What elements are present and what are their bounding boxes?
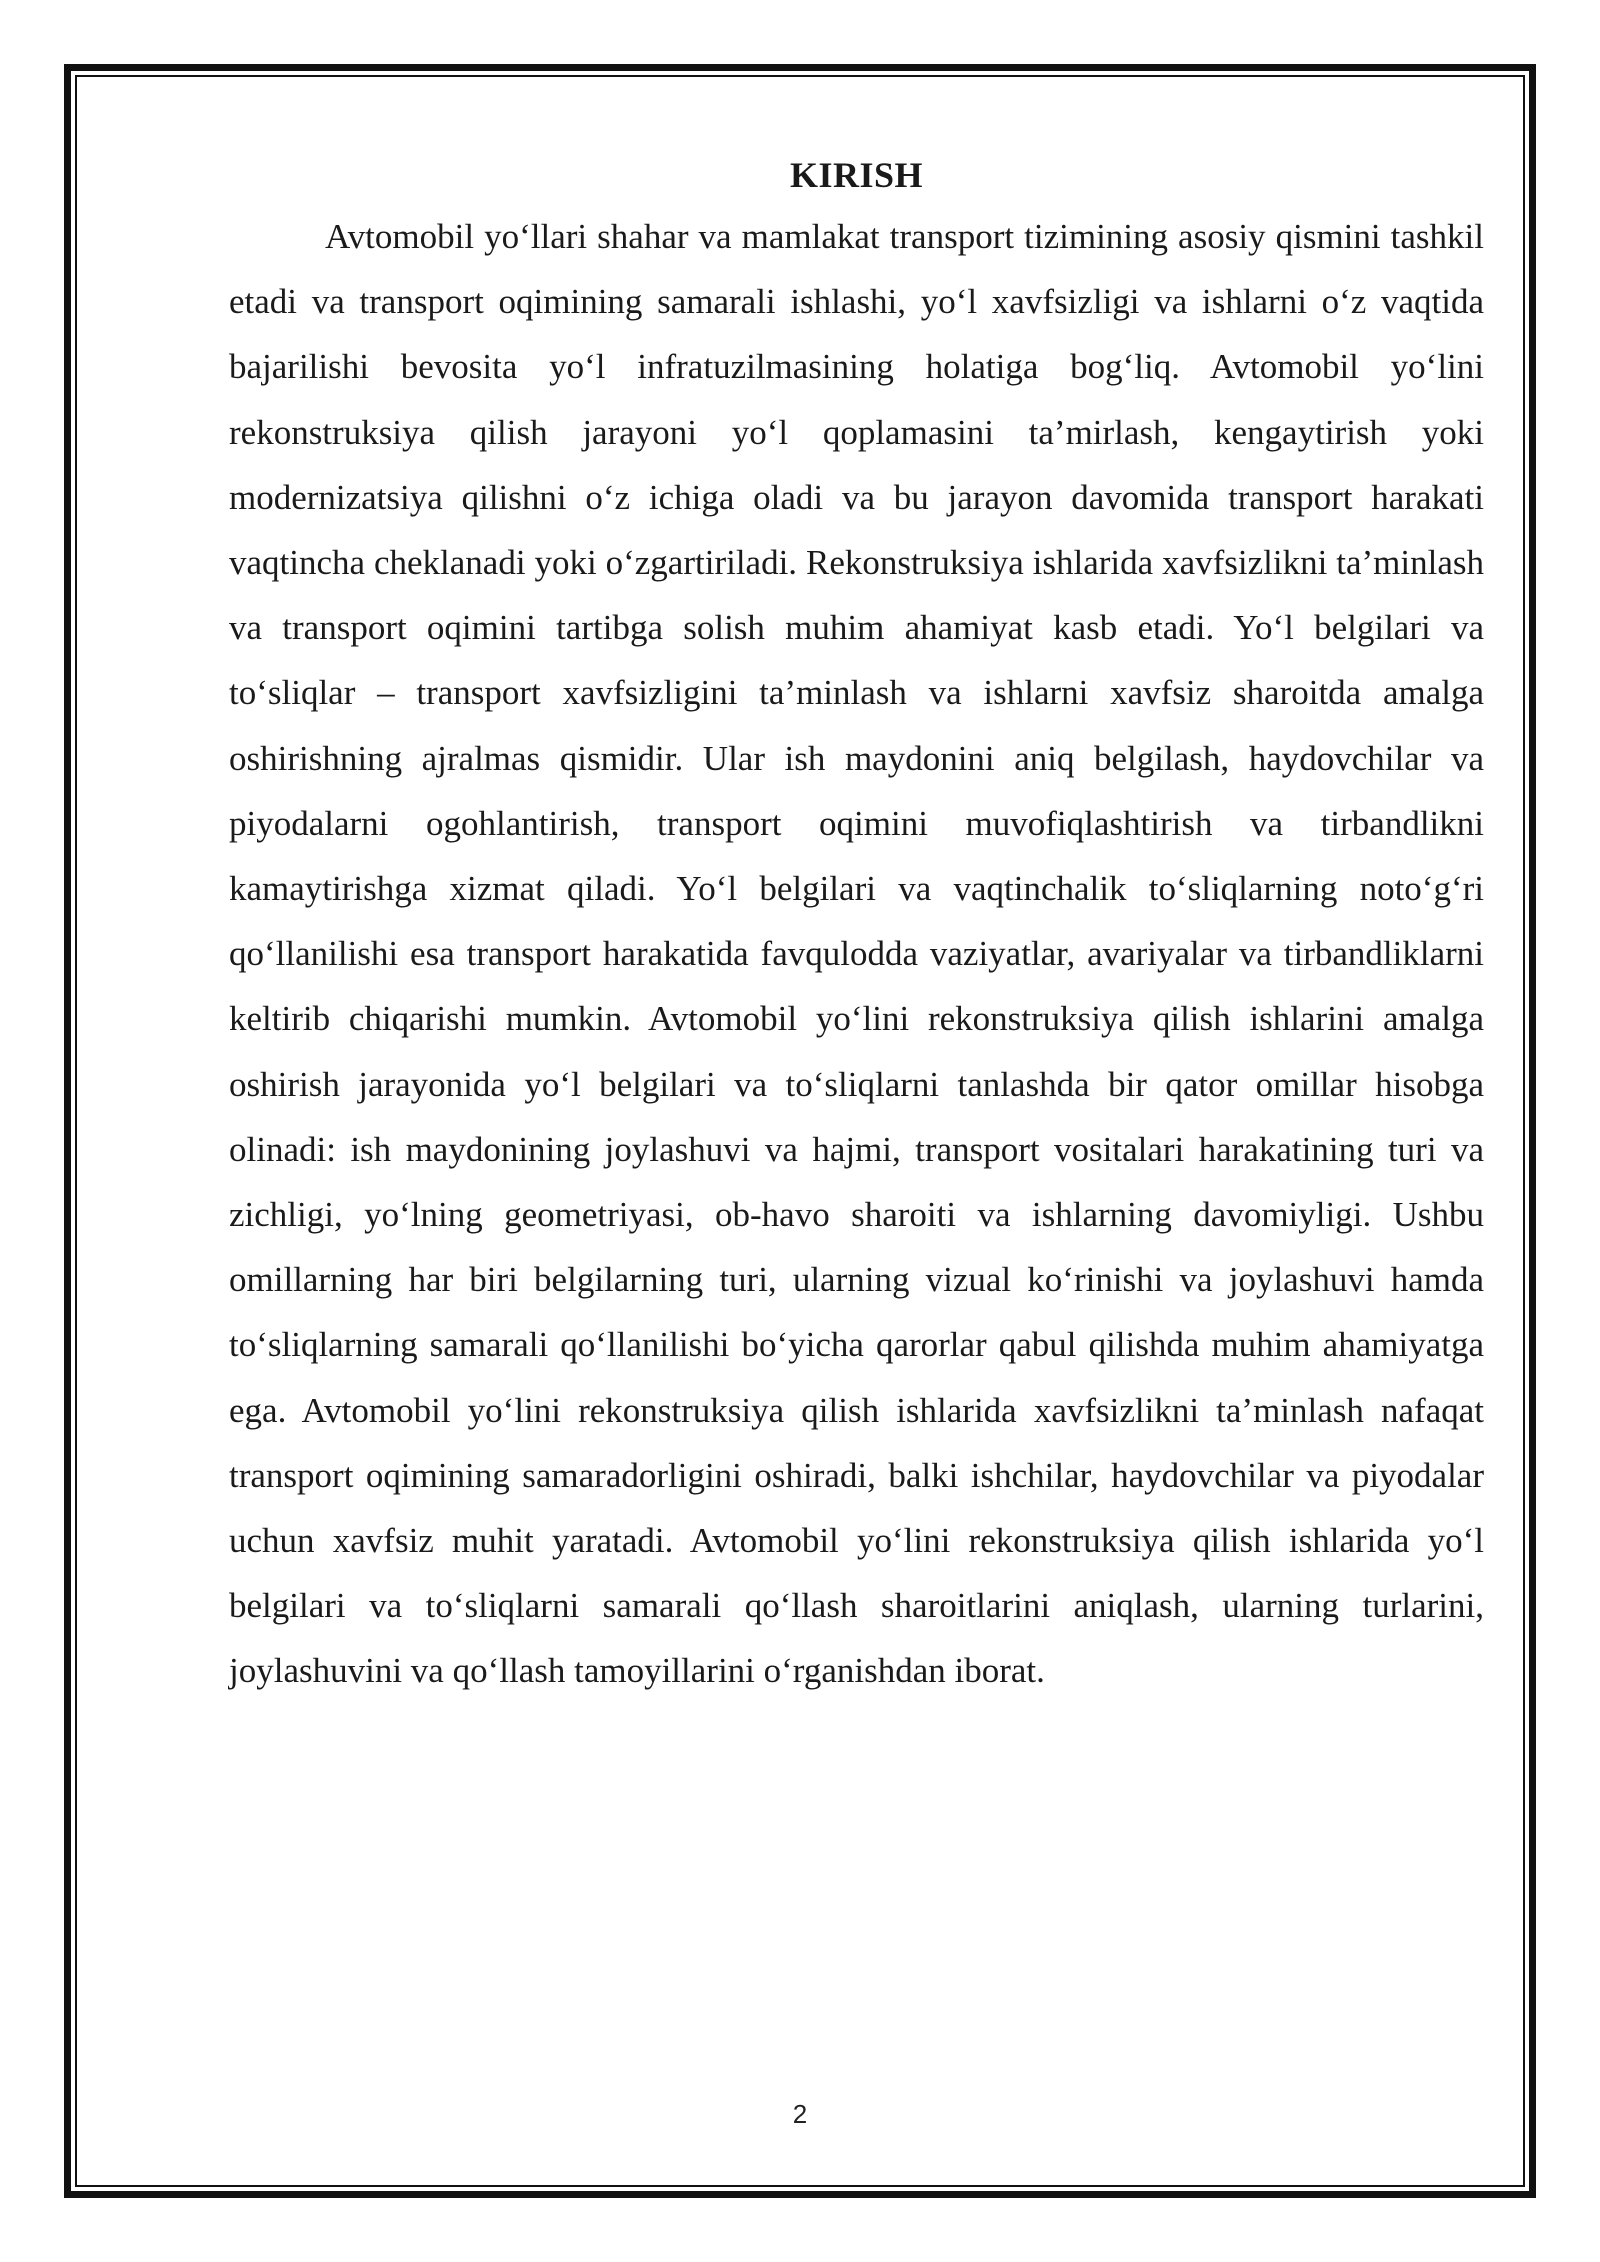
section-heading: KIRISH [789, 155, 924, 195]
page-content [229, 150, 1484, 1704]
body-paragraph: Avtomobil yo‘llari shahar va mamlakat transport tizimining asosiy qismini tashkil etadi va transport oqimining samarali ishlashi, yo‘l xavfsizligi va ishlarni o‘z vaqtida bajarilishi bevosita yo‘l infratuzilmasining holatiga bog‘liq. Avtomobil yo‘lini rekonstruksiya qilish jarayoni yo‘l qoplamasini ta’mirlash, kengaytirish yoki modernizatsiya qilishni o‘z ichiga oladi va bu jarayon davomida transport harakati vaqtincha cheklanadi yoki o‘zgartiriladi. Rekonstruksiya ishlarida xavfsizlikni ta’minlash va transport oqimini tartibga solish muhim ahamiyat kasb etadi. Yo‘l belgilari va to‘sliqlar – transport xavfsizligini ta’minlash va ishlarni xavfsiz sharoitda amalga oshirishning ajralmas qismidir. Ular ish maydonini aniq belgilash, haydovchilar va piyodalarni ogohlantirish, transport oqimini muvofiqlashtirish va tirbandlikni kamaytirishga xizmat qiladi. Yo‘l belgilari va vaqtinchalik to‘sliqlarning noto‘g‘ri qo‘llanilishi esa transport harakatida favqulodda vaziyatlar, avariyalar va tirbandliklarni keltirib chiqarishi mumkin. Avtomobil yo‘lini rekonstruksiya qilish ishlarini amalga oshirish jarayonida yo‘l belgilari va to‘sliqlarni tanlashda bir qator omillar hisobga olinadi: ish maydonining joylashuvi va hajmi, transport vositalari harakatining turi va zichligi, yo‘lning geometriyasi, ob-havo sharoiti va ishlarning davomiyligi. Ushbu omillarning har biri belgilarning turi, ularning vizual ko‘rinishi va joylashuvi hamda to‘sliqlarning samarali qo‘llanilishi bo‘yicha qarorlar qabul qilishda muhim ahamiyatga ega. Avtomobil yo‘lini rekonstruksiya qilish ishlarida xavfsizlikni ta’minlash nafaqat transport oqimining samaradorligini oshiradi, balki ishchilar, haydovchilar va piyodalar uchun xavfsiz muhit yaratadi. Avtomobil yo‘lini rekonstruksiya qilish ishlarida yo‘l belgilari va to‘sliqlarni samarali qo‘llash sharoitlarini aniqlash, ularning turlarini, joylashuvini va qo‘llash tamoyillarini o‘rganishdan iborat. [229, 217, 1484, 1691]
page-number: 2 [792, 2099, 808, 2129]
